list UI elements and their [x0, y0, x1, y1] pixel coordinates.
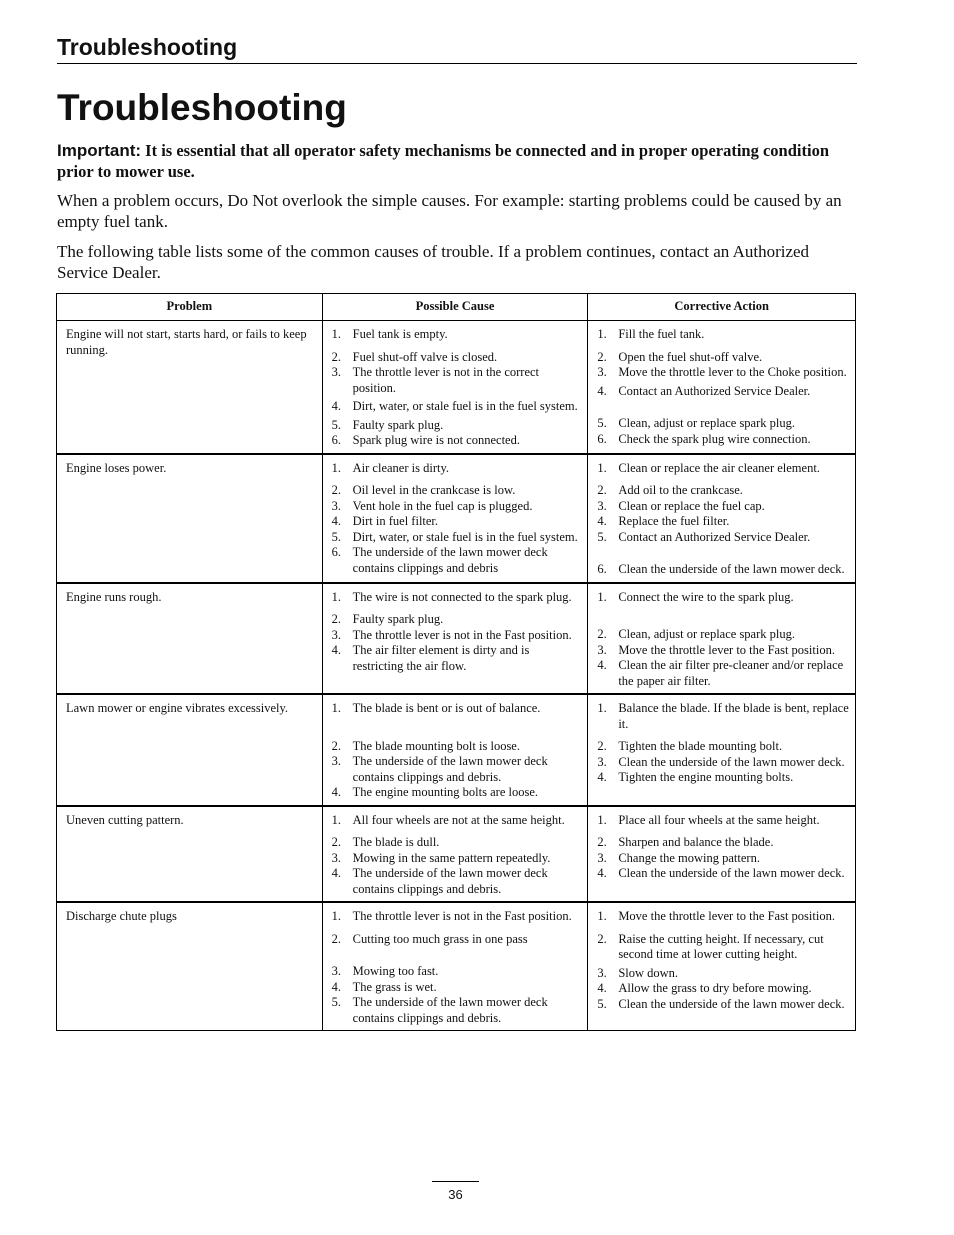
- cause-number: 3.: [331, 627, 342, 642]
- action-item: [597, 432, 849, 448]
- problem-cell: [57, 321, 323, 454]
- action-number: 3.: [597, 850, 607, 865]
- cause-text: The wire is not connected to the spark plug.: [352, 589, 572, 604]
- problem-text: Lawn mower or engine vibrates excessively.: [66, 701, 289, 715]
- cause-text: Dirt in fuel filter.: [352, 514, 439, 528]
- action-list: [588, 903, 855, 1016]
- cause-text: The underside of the lawn mower deck contains clippings and debris: [352, 545, 548, 575]
- cause-number: 5.: [331, 995, 342, 1009]
- cause-number: 3.: [331, 964, 342, 978]
- action-list: [588, 584, 855, 694]
- cause-number: 5.: [331, 417, 342, 432]
- cause-item: [332, 643, 582, 674]
- action-number: 6.: [597, 562, 607, 576]
- important-text: It is essential that all operator safety mechanisms be connected and in proper operating condition prior to mower use.: [57, 141, 830, 181]
- cause-item: [332, 418, 582, 434]
- action-text: Move the throttle lever to the Choke position.: [618, 365, 847, 379]
- problem-cell: [57, 806, 323, 903]
- cause-text: Dirt, water, or stale fuel is in the fuel system.: [352, 399, 578, 413]
- action-number: 2.: [597, 739, 607, 753]
- action-number: 5.: [597, 416, 607, 430]
- action-number: 4.: [597, 981, 607, 995]
- action-number: 1.: [597, 327, 607, 341]
- cause-item: [332, 851, 582, 867]
- action-text: Clean, adjust or replace spark plug.: [618, 627, 795, 641]
- action-number: 1.: [597, 701, 607, 715]
- action-item: [597, 327, 849, 343]
- action-text: Slow down.: [618, 965, 679, 980]
- important-notice: [57, 140, 857, 182]
- cause-number: 4.: [331, 866, 342, 880]
- action-text: Check the spark plug wire connection.: [618, 431, 811, 446]
- action-number: 3.: [597, 754, 607, 769]
- cause-text: Fuel shut-off valve is closed.: [352, 349, 498, 364]
- cause-item: [332, 327, 582, 343]
- cause-item: [332, 739, 582, 755]
- action-item: [597, 499, 849, 515]
- action-text: Clean the underside of the lawn mower deck.: [618, 996, 845, 1011]
- cause-number: 3.: [331, 498, 342, 513]
- cause-number: 1.: [331, 909, 342, 923]
- cause-text: All four wheels are not at the same height.: [352, 812, 565, 827]
- action-item: [597, 658, 849, 689]
- cause-text: The underside of the lawn mower deck contains clippings and debris.: [352, 754, 548, 784]
- header-problem: Problem: [57, 294, 323, 321]
- action-item: [597, 643, 849, 659]
- action-number: 4.: [597, 658, 607, 672]
- cause-number: 4.: [331, 399, 342, 413]
- action-item: [597, 997, 849, 1013]
- action-number: 4.: [597, 866, 607, 880]
- cause-cell: [322, 454, 588, 583]
- important-label: Important:: [57, 141, 142, 160]
- action-item: [597, 365, 849, 381]
- cause-number: 1.: [331, 460, 342, 475]
- action-item: [597, 851, 849, 867]
- action-number: 2.: [597, 349, 607, 364]
- cause-item: [332, 514, 582, 530]
- action-text: Clean the air filter pre-cleaner and/or replace the paper air filter.: [618, 658, 844, 688]
- action-text: Place all four wheels at the same height.: [618, 812, 820, 827]
- action-text: Add oil to the crankcase.: [618, 483, 743, 497]
- cause-number: 3.: [331, 850, 342, 865]
- cause-text: Faulty spark plug.: [352, 417, 444, 432]
- action-item: [597, 701, 849, 732]
- problem-text: Uneven cutting pattern.: [66, 812, 184, 827]
- cause-item: [332, 980, 582, 996]
- header-corrective-action: Corrective Action: [588, 294, 856, 321]
- cause-number: 6.: [331, 545, 342, 559]
- action-item: [597, 590, 849, 606]
- cause-list: [323, 807, 588, 902]
- cause-text: Dirt, water, or stale fuel is in the fuel system.: [352, 529, 578, 544]
- cause-text: Fuel tank is empty.: [352, 327, 448, 341]
- cause-text: Faulty spark plug.: [352, 612, 444, 626]
- cause-number: 2.: [331, 835, 342, 849]
- cause-cell: [322, 806, 588, 903]
- action-number: 2.: [597, 483, 607, 497]
- cause-cell: [322, 694, 588, 806]
- table-row: [57, 902, 856, 1031]
- problem-cell: [57, 694, 323, 806]
- cause-list: [323, 903, 588, 1030]
- action-text: Connect the wire to the spark plug.: [618, 589, 794, 604]
- table-header-row: [57, 294, 856, 321]
- action-number: 2.: [597, 835, 607, 849]
- action-text: Sharpen and balance the blade.: [618, 835, 774, 849]
- action-text: Clean the underside of the lawn mower deck.: [618, 866, 845, 880]
- action-text: Clean the underside of the lawn mower deck.: [618, 754, 845, 769]
- cause-item: [332, 483, 582, 499]
- cause-item: [332, 433, 582, 449]
- cause-text: The engine mounting bolts are loose.: [352, 785, 539, 799]
- action-cell: [588, 694, 856, 806]
- cause-item: [332, 964, 582, 980]
- action-number: 4.: [597, 514, 607, 528]
- table-row: [57, 806, 856, 903]
- cause-number: 4.: [331, 514, 342, 528]
- cause-text: Cutting too much grass in one pass: [352, 931, 528, 946]
- problem-text: Engine runs rough.: [66, 589, 162, 604]
- action-cell: [588, 902, 856, 1031]
- cause-item: [332, 932, 582, 948]
- action-cell: [588, 583, 856, 695]
- action-number: 1.: [597, 812, 607, 827]
- cause-list: [323, 695, 588, 805]
- footer-rule: [432, 1181, 479, 1182]
- action-number: 1.: [597, 909, 607, 923]
- cause-text: Oil level in the crankcase is low.: [352, 483, 516, 497]
- cause-text: The underside of the lawn mower deck contains clippings and debris.: [352, 866, 548, 896]
- problem-cell: [57, 583, 323, 695]
- cause-list: [323, 455, 588, 581]
- action-number: 3.: [597, 642, 607, 657]
- table-row: [57, 454, 856, 583]
- action-number: 2.: [597, 931, 607, 946]
- cause-item: [332, 399, 582, 415]
- cause-text: The throttle lever is not in the Fast position.: [352, 627, 572, 642]
- action-text: Replace the fuel filter.: [618, 514, 730, 528]
- cause-number: 2.: [331, 738, 342, 753]
- cause-number: 2.: [331, 931, 342, 946]
- cause-number: 1.: [331, 589, 342, 604]
- cause-number: 3.: [331, 754, 342, 768]
- cause-text: Vent hole in the fuel cap is plugged.: [352, 498, 533, 513]
- action-text: Balance the blade. If the blade is bent, replace it.: [618, 701, 849, 731]
- cause-text: The underside of the lawn mower deck contains clippings and debris.: [352, 995, 548, 1025]
- cause-list: [323, 584, 588, 679]
- cause-item: [332, 365, 582, 396]
- action-text: Clean or replace the air cleaner element.: [618, 460, 820, 475]
- action-text: Change the mowing pattern.: [618, 850, 760, 865]
- action-cell: [588, 454, 856, 583]
- action-text: Clean, adjust or replace spark plug.: [618, 416, 795, 430]
- cause-text: The blade is dull.: [352, 835, 440, 849]
- cause-text: The blade mounting bolt is loose.: [352, 738, 520, 753]
- header-possible-cause: Possible Cause: [322, 294, 588, 321]
- action-item: [597, 755, 849, 771]
- cause-item: [332, 866, 582, 897]
- page-title: Troubleshooting: [57, 87, 347, 128]
- table-intro-paragraph: The following table lists some of the common causes of trouble. If a problem continues, contact an Authorized Service Dealer.: [57, 242, 810, 282]
- cause-item: [332, 499, 582, 515]
- cause-list: [323, 321, 588, 453]
- troubleshooting-table: [56, 293, 856, 1031]
- cause-number: 4.: [331, 979, 342, 994]
- action-text: Clean or replace the fuel cap.: [618, 498, 765, 513]
- action-text: Tighten the engine mounting bolts.: [618, 770, 794, 784]
- cause-cell: [322, 321, 588, 454]
- problem-cell: [57, 902, 323, 1031]
- cause-item: [332, 995, 582, 1026]
- action-list: [588, 321, 855, 451]
- action-text: Tighten the blade mounting bolt.: [618, 739, 783, 753]
- action-item: [597, 350, 849, 366]
- action-number: 3.: [597, 498, 607, 513]
- cause-item: [332, 612, 582, 628]
- action-number: 4.: [597, 383, 607, 398]
- action-item: [597, 866, 849, 882]
- action-number: 3.: [597, 965, 607, 980]
- cause-item: [332, 835, 582, 851]
- action-item: [597, 981, 849, 997]
- cause-item: [332, 785, 582, 801]
- action-item: [597, 835, 849, 851]
- action-text: Raise the cutting height. If necessary, cut second time at lower cutting height.: [618, 931, 824, 961]
- action-text: Move the throttle lever to the Fast position.: [618, 909, 835, 923]
- cause-number: 4.: [331, 785, 342, 799]
- cause-item: [332, 350, 582, 366]
- cause-number: 6.: [331, 433, 342, 447]
- action-item: [597, 530, 849, 546]
- action-text: Allow the grass to dry before mowing.: [618, 981, 812, 995]
- cause-text: The throttle lever is not in the correct position.: [352, 365, 540, 395]
- cause-text: Mowing in the same pattern repeatedly.: [352, 850, 551, 865]
- cause-cell: [322, 583, 588, 695]
- cause-number: 2.: [331, 349, 342, 364]
- cause-text: The throttle lever is not in the Fast position.: [352, 909, 572, 923]
- cause-text: The blade is bent or is out of balance.: [352, 701, 541, 715]
- action-item: [597, 932, 849, 963]
- cause-item: [332, 754, 582, 785]
- cause-item: [332, 909, 582, 925]
- action-text: Move the throttle lever to the Fast position.: [618, 642, 835, 657]
- cause-text: Air cleaner is dirty.: [352, 460, 450, 475]
- cause-number: 1.: [331, 327, 342, 341]
- cause-text: The air filter element is dirty and is restricting the air flow.: [352, 643, 530, 673]
- action-cell: [588, 321, 856, 454]
- action-text: Fill the fuel tank.: [618, 327, 705, 341]
- action-number: 5.: [597, 996, 607, 1011]
- intro-paragraph: When a problem occurs, Do Not overlook the simple causes. For example: starting problems could be caused by an empty fuel tank.: [57, 191, 842, 231]
- cause-item: [332, 590, 582, 606]
- running-header: Troubleshooting: [57, 33, 857, 64]
- action-number: 3.: [597, 365, 607, 379]
- cause-item: [332, 628, 582, 644]
- action-list: [588, 455, 855, 582]
- cause-number: 5.: [331, 529, 342, 544]
- action-item: [597, 966, 849, 982]
- action-item: [597, 770, 849, 786]
- cause-text: Spark plug wire is not connected.: [352, 433, 520, 447]
- cause-item: [332, 461, 582, 477]
- cause-text: Mowing too fast.: [352, 964, 439, 978]
- problem-text: Engine loses power.: [66, 460, 167, 475]
- problem-text: Engine will not start, starts hard, or fails to keep running.: [66, 327, 307, 357]
- table-row: [57, 694, 856, 806]
- action-number: 6.: [597, 431, 607, 446]
- cause-text: The grass is wet.: [352, 979, 437, 994]
- cause-item: [332, 813, 582, 829]
- cause-number: 1.: [331, 812, 342, 827]
- cause-number: 2.: [331, 483, 342, 497]
- action-item: [597, 416, 849, 432]
- action-number: 2.: [597, 627, 607, 641]
- action-number: 4.: [597, 770, 607, 784]
- action-text: Open the fuel shut-off valve.: [618, 349, 763, 364]
- table-row: [57, 583, 856, 695]
- action-item: [597, 813, 849, 829]
- action-number: 5.: [597, 529, 607, 544]
- action-cell: [588, 806, 856, 903]
- action-list: [588, 695, 855, 790]
- action-item: [597, 384, 849, 400]
- cause-number: 4.: [331, 643, 342, 657]
- cause-item: [332, 701, 582, 717]
- action-number: 1.: [597, 589, 607, 604]
- cause-cell: [322, 902, 588, 1031]
- action-item: [597, 627, 849, 643]
- action-list: [588, 807, 855, 886]
- action-item: [597, 739, 849, 755]
- action-item: [597, 514, 849, 530]
- action-item: [597, 461, 849, 477]
- action-item: [597, 562, 849, 578]
- action-item: [597, 909, 849, 925]
- page-number: 36: [448, 1187, 463, 1202]
- cause-number: 3.: [331, 365, 342, 379]
- action-item: [597, 483, 849, 499]
- problem-cell: [57, 454, 323, 583]
- cause-number: 1.: [331, 701, 342, 715]
- action-text: Contact an Authorized Service Dealer.: [618, 529, 811, 544]
- action-text: Contact an Authorized Service Dealer.: [618, 383, 811, 398]
- cause-number: 2.: [331, 612, 342, 626]
- problem-text: Discharge chute plugs: [66, 909, 177, 923]
- action-text: Clean the underside of the lawn mower deck.: [618, 562, 845, 576]
- cause-item: [332, 545, 582, 576]
- table-row: [57, 321, 856, 454]
- action-number: 1.: [597, 460, 607, 475]
- cause-item: [332, 530, 582, 546]
